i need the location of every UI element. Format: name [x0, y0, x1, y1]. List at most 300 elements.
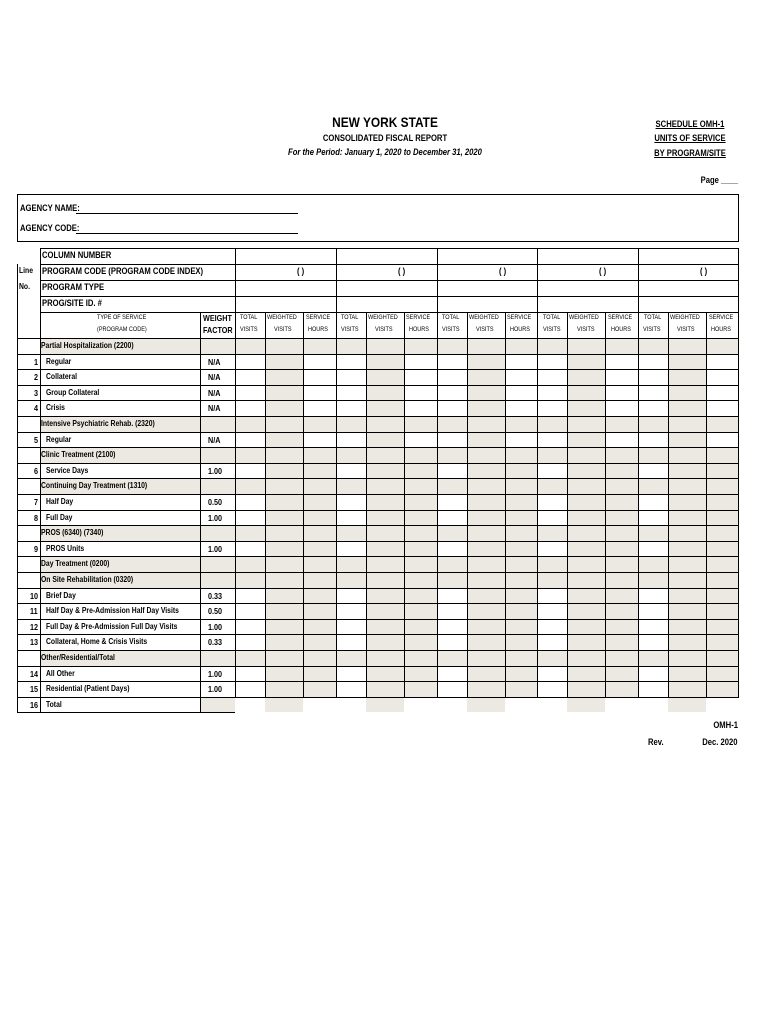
hline: [17, 525, 739, 526]
weighted-visits-shade: [366, 369, 404, 385]
column-header-text: WEIGHTED: [468, 314, 499, 321]
service-type: [46, 544, 202, 556]
column-header-text: WEIGHTED: [367, 314, 398, 321]
column-header-text: TOTAL: [643, 314, 661, 321]
line-number: [18, 513, 39, 525]
type-of-service-header: [66, 314, 186, 325]
section-block-shade: [336, 525, 437, 541]
section-block-shade: [437, 572, 538, 588]
column-header-text: SERVICE: [608, 314, 633, 321]
section-block-shade: [537, 447, 638, 463]
program-code-index[interactable]: [398, 266, 438, 280]
service-type: [46, 684, 202, 696]
weighted-visits-shade: [366, 541, 404, 557]
service-hours-shade: [505, 588, 538, 604]
program-code-index[interactable]: [700, 266, 740, 280]
program-code-index[interactable]: [599, 266, 639, 280]
weighted-visits-shade: [668, 385, 706, 401]
section-block-shade: [537, 525, 638, 541]
line-number: [18, 591, 39, 603]
paren-text: ( ): [397, 266, 406, 276]
service-hours-shade: [706, 681, 739, 697]
service-label-text: Total: [46, 699, 62, 709]
hline: [17, 681, 739, 682]
service-hours-shade: [404, 510, 437, 526]
header-row-label: [42, 250, 222, 264]
column-header-text: HOURS: [509, 326, 530, 333]
weighted-visits-shade: [567, 619, 605, 635]
column-header-text: SERVICE: [406, 314, 431, 321]
service-label-text: Intensive Psychiatric Rehab. (2320): [41, 419, 155, 428]
weighted-visits-shade: [668, 463, 706, 479]
units-of-service-table: [17, 248, 739, 713]
weight-factor: [208, 513, 235, 525]
hline: [40, 296, 739, 297]
weighted-visits-shade: [366, 463, 404, 479]
column-header: [507, 326, 537, 337]
vline: [265, 312, 266, 697]
column-header-text: VISITS: [542, 326, 561, 333]
service-type: [46, 372, 202, 384]
column-header-text: HOURS: [408, 326, 429, 333]
weight-factor: [208, 341, 235, 353]
weighted-visits-shade: [366, 619, 404, 635]
line-label-text: Line: [19, 266, 33, 275]
line-number: [18, 403, 39, 415]
service-label-text: Half Day: [46, 497, 74, 506]
hline: [17, 634, 739, 635]
column-header-text: VISITS: [375, 326, 393, 333]
hline: [17, 588, 739, 589]
weighted-visits-shade: [567, 400, 605, 416]
column-header: [670, 326, 705, 337]
form-number: OMH-1: [713, 720, 738, 730]
line-number: [18, 528, 39, 540]
hline: [17, 603, 739, 604]
weight-factor: [208, 403, 235, 415]
weighted-visits-shade: [567, 541, 605, 557]
agency-code-field[interactable]: [76, 233, 298, 234]
section-block-shade: [235, 525, 336, 541]
weight-factor: [208, 435, 235, 447]
column-header: [368, 314, 403, 325]
vline: [738, 248, 739, 697]
schedule-label: SCHEDULE OMH-1: [655, 119, 725, 129]
column-header: [607, 314, 637, 325]
weighted-visits-shade: [467, 354, 505, 370]
weight-factor: [208, 669, 235, 681]
line-number-text: 9: [34, 543, 39, 554]
weighted-visits-shade: [668, 369, 706, 385]
service-label-text: Collateral, Home & Crisis Visits: [46, 637, 148, 647]
weight-factor-text: 0.33: [208, 590, 223, 601]
program-code-header: [66, 326, 186, 337]
header-row-label: [42, 298, 222, 312]
service-hours-shade: [605, 603, 638, 619]
column-header: [708, 314, 738, 325]
section-block-shade: [638, 556, 739, 572]
service-label-text: Full Day: [46, 512, 73, 522]
no-label-text: No.: [19, 282, 30, 291]
weighted-visits-shade: [467, 432, 505, 448]
line-number-text: 12: [29, 621, 38, 632]
section-block-shade: [336, 478, 437, 494]
weight-factor: [208, 419, 235, 431]
service-label-text: Other/Residential/Total: [41, 653, 115, 662]
service-label-text: PROS (6340) (7340): [41, 528, 104, 538]
agency-name-label: AGENCY NAME:: [20, 203, 80, 213]
service-hours-shade: [605, 634, 638, 650]
line-number: [18, 669, 39, 681]
service-hours-shade: [303, 463, 336, 479]
line-number: [18, 622, 39, 634]
header-row-text: PROGRAM CODE (PROGRAM CODE INDEX): [42, 266, 204, 276]
weighted-visits-shade: [265, 681, 303, 697]
weighted-visits-shade: [265, 400, 303, 416]
schedule-subtitle: UNITS OF SERVICE: [654, 133, 726, 143]
line-number-text: 2: [34, 372, 39, 383]
weight-factor: [208, 357, 235, 369]
section-block-shade: [638, 416, 739, 432]
hline: [40, 312, 739, 313]
weighted-visits-shade: [265, 432, 303, 448]
line-number: [18, 419, 39, 431]
section-block-shade: [638, 525, 739, 541]
vline: [638, 248, 639, 697]
weighted-visits-shade: [567, 603, 605, 619]
column-header: [569, 314, 604, 325]
weighted-visits-shade: [366, 681, 404, 697]
line-number: [18, 450, 39, 462]
program-code-index[interactable]: [499, 266, 539, 280]
weight-factor-text: 0.33: [208, 637, 223, 648]
service-hours-shade: [505, 603, 538, 619]
service-label-text: All Other: [46, 668, 75, 678]
header-row-label: [42, 266, 222, 280]
weighted-visits-shade: [467, 603, 505, 619]
weighted-visits-shade: [467, 494, 505, 510]
line-number: [18, 544, 39, 556]
service-hours-shade: [303, 510, 336, 526]
column-header-text: HOURS: [308, 326, 329, 333]
vline: [467, 312, 468, 697]
weighted-visits-shade: [567, 634, 605, 650]
section-block-shade: [336, 572, 437, 588]
line-number-text: 7: [34, 497, 39, 507]
service-hours-shade: [605, 494, 638, 510]
service-hours-shade: [404, 666, 437, 682]
weighted-visits-shade: [567, 510, 605, 526]
hline: [17, 354, 739, 355]
section-heading: [41, 341, 197, 353]
section-block-shade: [537, 338, 638, 354]
service-label-text: Residential (Patient Days): [46, 684, 130, 694]
column-header: [406, 314, 436, 325]
line-number: [18, 481, 39, 493]
column-header: [368, 326, 403, 337]
weighted-visits-shade: [668, 541, 706, 557]
column-header-text: VISITS: [677, 326, 695, 333]
service-hours-shade: [706, 494, 739, 510]
section-block-shade: [638, 650, 739, 666]
vline: [336, 248, 337, 697]
section-heading: [41, 559, 197, 571]
section-block-shade: [437, 556, 538, 572]
weighted-visits-shade: [668, 354, 706, 370]
service-hours-shade: [706, 510, 739, 526]
hline: [17, 369, 739, 370]
weighted-visits-shade: [265, 634, 303, 650]
column-header: [640, 314, 667, 325]
weight-factor-text: 1.00: [208, 621, 223, 632]
column-header: [338, 326, 365, 337]
factor-header: [203, 325, 236, 337]
section-heading: [41, 653, 197, 665]
column-header-text: WEIGHTED: [569, 314, 600, 321]
column-header: [406, 326, 436, 337]
weight-factor: [208, 528, 235, 540]
section-block-shade: [235, 338, 336, 354]
service-hours-shade: [706, 619, 739, 635]
agency-name-field[interactable]: [76, 213, 298, 214]
service-label-text: Regular: [46, 356, 72, 366]
column-header: [469, 314, 504, 325]
hline: [17, 400, 739, 401]
weighted-visits-shade: [366, 603, 404, 619]
line-number: [18, 435, 39, 447]
weight-factor-text: N/A: [208, 372, 221, 383]
weighted-visits-shade: [668, 634, 706, 650]
weighted-visits-shade: [265, 588, 303, 604]
service-label-text: On Site Rehabilitation (0320): [41, 575, 134, 584]
column-header: [439, 326, 466, 337]
weight-factor-text: 0.50: [208, 497, 223, 507]
hline: [17, 697, 739, 698]
hline: [17, 510, 739, 511]
weighted-visits-shade: [567, 697, 605, 713]
weighted-visits-shade: [668, 510, 706, 526]
agency-info-box: [17, 194, 739, 242]
column-header-text: TOTAL: [341, 314, 359, 321]
section-block-shade: [235, 416, 336, 432]
hline: [40, 264, 739, 265]
weight-factor-text: 1.00: [208, 684, 223, 695]
weighted-visits-shade: [668, 400, 706, 416]
line-number: [18, 700, 39, 712]
weight-factor: [208, 653, 235, 665]
line-number: [18, 357, 39, 369]
service-hours-shade: [605, 681, 638, 697]
weighted-visits-shade: [668, 666, 706, 682]
line-number: [18, 466, 39, 478]
hline: [17, 385, 739, 386]
column-header-text: SERVICE: [708, 314, 734, 321]
service-hours-shade: [605, 510, 638, 526]
weighted-visits-shade: [265, 666, 303, 682]
line-number-text: 8: [34, 512, 39, 523]
paren-text: ( ): [297, 266, 305, 276]
column-header: [267, 326, 302, 337]
vline: [235, 248, 236, 697]
weighted-visits-shade: [265, 510, 303, 526]
weighted-visits-shade: [265, 385, 303, 401]
column-header: [507, 314, 537, 325]
hline: [17, 463, 739, 464]
section-block-shade: [336, 416, 437, 432]
type-header-text: TYPE OF SERVICE: [96, 314, 147, 321]
service-hours-shade: [505, 494, 538, 510]
service-hours-shade: [303, 666, 336, 682]
weighted-visits-shade: [668, 603, 706, 619]
service-hours-shade: [706, 463, 739, 479]
service-hours-shade: [505, 510, 538, 526]
hline: [17, 494, 739, 495]
line-number-text: 4: [34, 403, 39, 414]
vline: [706, 312, 707, 697]
vline: [404, 312, 405, 697]
service-hours-shade: [404, 494, 437, 510]
weighted-visits-shade: [366, 510, 404, 526]
service-hours-shade: [505, 619, 538, 635]
weighted-visits-shade: [467, 681, 505, 697]
line-number-text: 3: [34, 387, 39, 398]
weight-factor-text: 1.00: [208, 465, 223, 476]
service-hours-shade: [303, 588, 336, 604]
weighted-visits-shade: [265, 463, 303, 479]
service-hours-shade: [404, 463, 437, 479]
program-code-index[interactable]: [297, 266, 337, 280]
service-hours-shade: [404, 541, 437, 557]
weighted-visits-shade: [567, 681, 605, 697]
weighted-visits-shade: [467, 541, 505, 557]
weight-factor: [208, 700, 235, 712]
service-type: [46, 357, 202, 369]
line-number-text: 5: [34, 434, 39, 445]
weighted-visits-shade: [467, 463, 505, 479]
header-row-label: [42, 282, 222, 296]
column-header-text: WEIGHTED: [267, 314, 297, 321]
column-header: [267, 314, 302, 325]
weighted-visits-shade: [265, 369, 303, 385]
weight-factor: [208, 388, 235, 400]
section-block-shade: [437, 338, 538, 354]
hline: [17, 478, 739, 479]
service-label-text: PROS Units: [46, 543, 85, 553]
section-block-shade: [336, 447, 437, 463]
section-block-shade: [235, 556, 336, 572]
hline: [17, 338, 739, 339]
section-block-shade: [437, 650, 538, 666]
section-heading: [41, 528, 197, 540]
column-header: [439, 314, 466, 325]
section-block-shade: [235, 572, 336, 588]
service-hours-shade: [505, 463, 538, 479]
service-label-text: Half Day & Pre-Admission Half Day Visits: [46, 606, 179, 616]
column-header: [569, 326, 604, 337]
vline: [17, 264, 18, 712]
column-header: [539, 326, 566, 337]
header-row-text: PROGRAM TYPE: [42, 282, 105, 292]
service-hours-shade: [404, 603, 437, 619]
weight-factor: [208, 622, 235, 634]
service-hours-shade: [404, 619, 437, 635]
weight-factor: [208, 481, 235, 493]
report-subtitle: CONSOLIDATED FISCAL REPORT: [322, 133, 448, 143]
paren-text: ( ): [700, 266, 708, 276]
agency-code-label: AGENCY CODE:: [20, 223, 80, 233]
page-number: Page ____: [700, 175, 738, 185]
service-type: [46, 388, 202, 400]
weighted-visits-shade: [366, 588, 404, 604]
weight-header-text: WEIGHT: [203, 313, 232, 323]
weighted-visits-shade: [567, 354, 605, 370]
column-header-text: HOURS: [610, 326, 631, 333]
service-type: [46, 637, 202, 649]
weighted-visits-shade: [668, 619, 706, 635]
section-block-shade: [437, 525, 538, 541]
weighted-visits-shade: [265, 541, 303, 557]
service-hours-shade: [505, 541, 538, 557]
weighted-visits-shade: [467, 510, 505, 526]
column-header: [607, 326, 637, 337]
column-header-text: SERVICE: [507, 314, 532, 321]
column-header-text: HOURS: [711, 326, 732, 333]
weight-factor: [208, 606, 235, 618]
vline: [567, 312, 568, 697]
weight-factor-text: 1.00: [208, 668, 223, 679]
weighted-visits-shade: [567, 666, 605, 682]
column-header: [708, 326, 738, 337]
column-header: [469, 326, 504, 337]
line-number: [18, 653, 39, 665]
column-header-text: VISITS: [274, 326, 292, 333]
service-type: [46, 497, 202, 509]
service-hours-shade: [605, 619, 638, 635]
weighted-visits-shade: [668, 432, 706, 448]
weighted-visits-shade: [366, 354, 404, 370]
weighted-visits-shade: [467, 385, 505, 401]
service-label-text: Partial Hospitalization (2200): [41, 341, 134, 350]
line-number: [18, 684, 39, 696]
section-block-shade: [336, 650, 437, 666]
weighted-visits-shade: [467, 400, 505, 416]
line-number: [18, 341, 39, 353]
section-block-shade: [537, 478, 638, 494]
column-header: [237, 314, 264, 325]
line-number-text: 13: [29, 637, 38, 648]
hline: [17, 432, 739, 433]
weighted-visits-shade: [265, 354, 303, 370]
column-header: [640, 326, 667, 337]
column-header-text: VISITS: [576, 326, 595, 333]
column-header-text: TOTAL: [441, 314, 460, 321]
hline: [17, 447, 739, 448]
service-hours-shade: [505, 681, 538, 697]
section-block-shade: [537, 416, 638, 432]
weighted-visits-shade: [668, 494, 706, 510]
line-number-text: 6: [34, 465, 39, 476]
service-label-text: Collateral: [46, 372, 77, 382]
line-number: [18, 637, 39, 649]
weight-factor: [208, 684, 235, 696]
weighted-visits-shade: [567, 369, 605, 385]
service-hours-shade: [605, 666, 638, 682]
weighted-visits-shade: [366, 697, 404, 713]
weight-header: [203, 313, 236, 325]
weighted-visits-shade: [467, 588, 505, 604]
line-number-text: 1: [34, 356, 39, 367]
weighted-visits-shade: [668, 697, 706, 713]
